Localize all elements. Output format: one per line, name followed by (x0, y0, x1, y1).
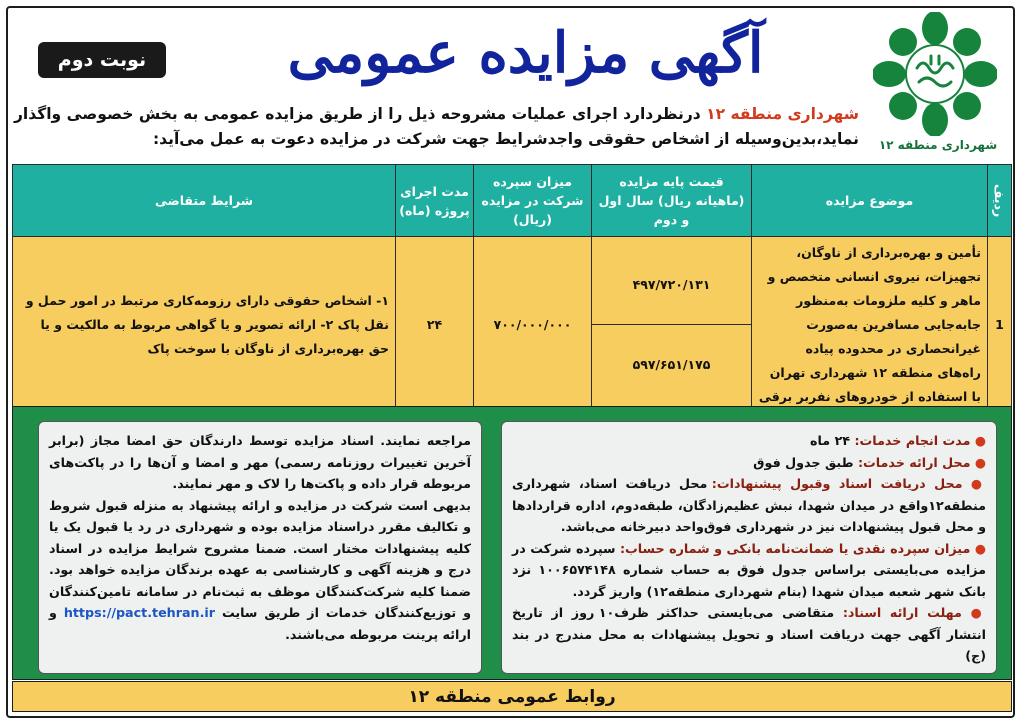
logo-caption: شهرداری منطقه ۱۲ (878, 138, 998, 152)
cell-row-number: 1 (988, 237, 1012, 414)
bullet-icon: ● (970, 454, 986, 470)
header-deposit: میزان سپرده شرکت در مزایده (ریال) (474, 165, 592, 237)
bullet-icon: ● (962, 476, 986, 491)
cell-price (592, 237, 752, 414)
ad-title: آگهی مزایده عمومی (287, 20, 764, 86)
price-year2: ۵۹۷/۶۵۱/۱۷۵ (632, 357, 711, 372)
bullet-icon: ● (970, 433, 986, 448)
registration-link[interactable]: https://pact.tehran.ir (63, 605, 215, 620)
item5-value: متقاضی می‌بایستی حداکثر ظرف۱۰ روز از تاریخ انتشار آگهی جهت دریافت اسناد و تحویل پیشنهادات به محل مندرج در بند (ج) (512, 605, 986, 663)
item4-value: سپرده شرکت در مزایده می‌بایستی براساس جدول فوق به حساب شماره ۱۰۰۶۵۷۴۱۴۸ نزد بانک شهر شعبه میدان شهدا (بنام شهرداری منطقه۱۲) واریز گردد. (512, 540, 987, 599)
round-badge: نوبت دوم (38, 42, 166, 78)
header-conditions: شرایط متقاضی (13, 165, 396, 237)
details-left-panel (38, 421, 482, 674)
cell-deposit: ۷۰۰/۰۰۰/۰۰۰ (474, 237, 592, 414)
details-right-panel (501, 421, 997, 674)
item3-value: محل دریافت اسناد، شهرداری منطقه۱۲واقع در میدان شهدا، نبش عظیم‌زادگان، طبقه‌دوم، اداره قراردادها و محل قبول پیشنهادات نیز در شهرداری فوق‌واحد دبیرخانه می‌باشد. (512, 476, 986, 534)
header-price: قیمت پایه مزایده (ماهیانه ریال) سال اول و دوم (592, 165, 752, 237)
item2-key: محل ارائه خدمات: (857, 454, 971, 470)
price-year1: ۴۹۷/۷۲۰/۱۳۱ (592, 245, 751, 325)
intro-highlight: شهرداری منطقه ۱۲ (706, 105, 859, 123)
item3-key: محل دریافت اسناد وقبول پیشنهادات: (711, 476, 963, 491)
header-duration: مدت اجرای پروژه (ماه) (396, 165, 474, 237)
left-paragraph-2: بدیهی است شرکت در مزایده و ارائه پیشنهاد به منزله قبول شروط و تکالیف مقرر دراسناد مزایده بوده و شهرداری در رد یا قبول یک یا کلیه پیشنهادات مختار است. ضمنا مشروح شرایط مزایده در اسناد درج و هزینه آگهی و کارشناسی به عهده برندگان مزایده خواهد بود. ضمنا کلیه شرکت‌کنندگان موظف به ثبت‌نام در سامانه تامین‌کنندگان و توزیع‌کنندگان خدمات از طریق سایت (49, 497, 471, 620)
header-row-number: ردیف (988, 165, 1012, 237)
footer-public-relations: روابط عمومی منطقه ۱۲ (12, 681, 1012, 712)
header-subject: موضوع مزایده (752, 165, 988, 237)
item2-value: طبق جدول فوق (753, 454, 858, 470)
item4-key: میزان سپرده نقدی یا ضمانت‌نامه بانکی و شماره حساب: (619, 540, 971, 556)
table-header-row (13, 165, 1012, 237)
bullet-icon: ● (970, 540, 986, 556)
cell-conditions: ۱- اشخاص حقوقی دارای رزومه‌کاری مرتبط در امور حمل و نقل پاک ۲- ارائه تصویر و یا گواهی مربوط به مالکیت و یا حق بهره‌برداری از ناوگان با سوخت پاک (13, 237, 396, 414)
item1-value: ۲۴ ماه (810, 433, 855, 448)
intro-text (14, 102, 859, 152)
cell-duration: ۲۴ (396, 237, 474, 414)
municipality-logo (873, 12, 997, 136)
left-paragraph-1: مراجعه نمایند. اسناد مزایده توسط دارندگان حق امضا مجاز (برابر آخرین تغییرات روزنامه رسمی) مهر و امضا و آن‌ها را در پاکت‌های مربوطه قرار داده و پاکت‌ها را لاک و مهر نمایند. (49, 433, 471, 491)
auction-table (12, 164, 1012, 414)
table-row (13, 237, 1012, 414)
cell-subject: تأمین و بهره‌برداری از ناوگان، تجهیزات، نیروی انسانی متخصص و ماهر و کلیه ملزومات به‌منظور جابه‌جایی مسافرین به‌صورت غیرانحصاری در محدوده پیاده راه‌های منطقه ۱۲ شهرداری تهران با استفاده از خودروهای نفربر برقی (752, 237, 988, 414)
bullet-icon: ● (961, 605, 986, 620)
item1-key: مدت انجام خدمات: (854, 433, 971, 448)
item5-key: مهلت ارائه اسناد: (842, 605, 962, 620)
left-paragraph-3: و ارائه پرینت مربوطه می‌باشند. (49, 605, 471, 642)
intro-body: درنظردارد اجرای عملیات مشروحه ذیل را از طریق مزایده عمومی به بخش خصوصی واگذار نماید،بدین‌وسیله از اشخاص حقوقی واجدشرایط جهت شرکت در مزایده دعوت به عمل می‌آید: (14, 105, 859, 148)
